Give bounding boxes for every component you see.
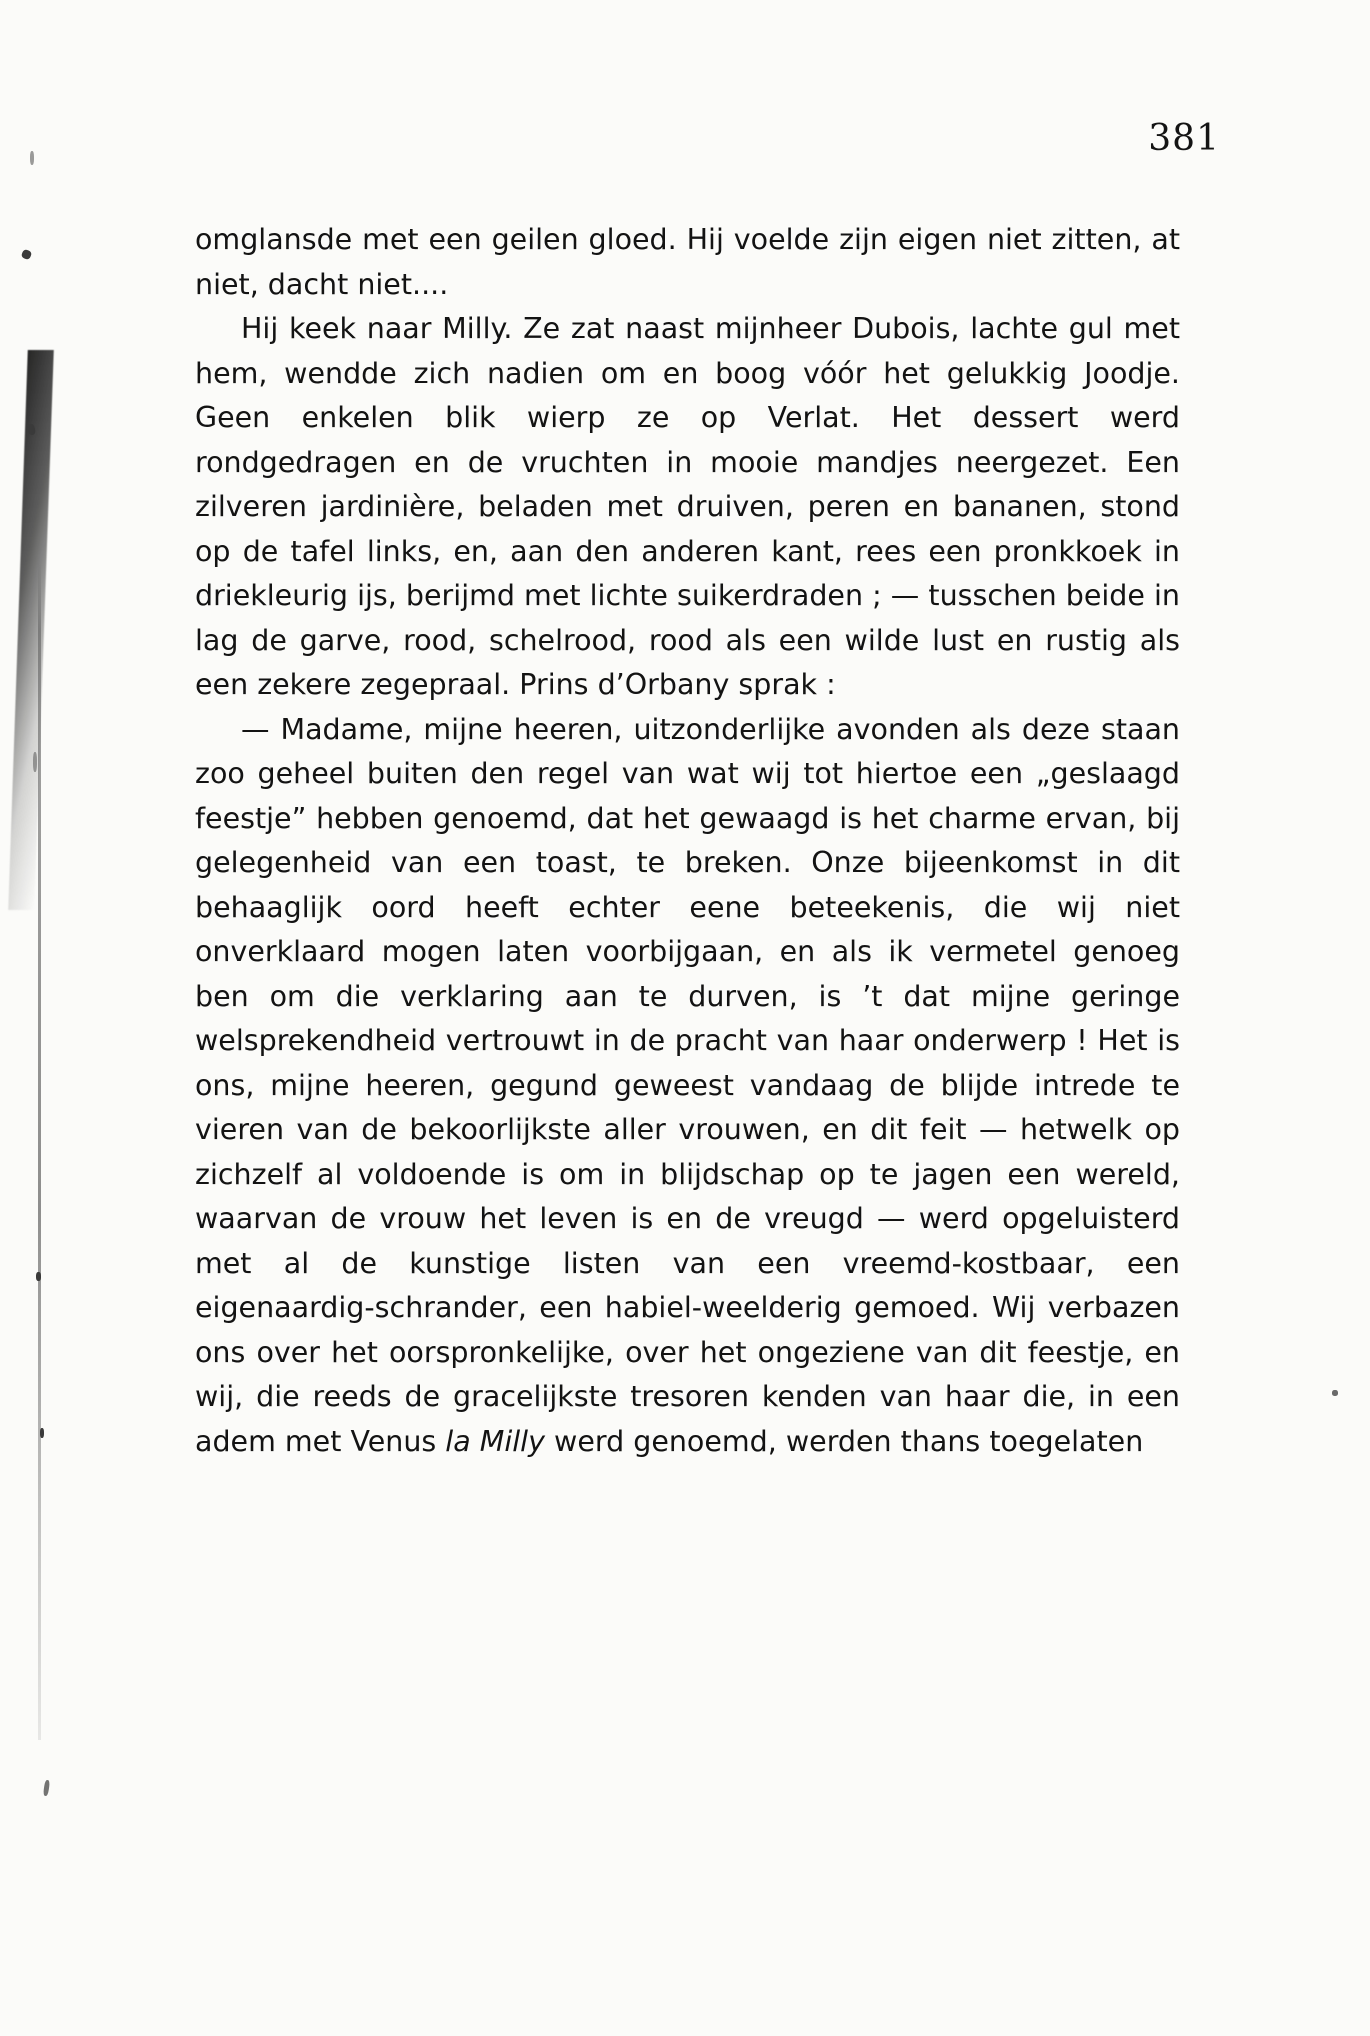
paragraph-text-tail: werd genoemd, werden thans toegelaten [544,1424,1144,1458]
scan-artifact-speck [40,1428,44,1438]
page-number: 381 [1148,118,1220,159]
scan-artifact-speck [1332,1390,1338,1396]
scan-artifact-speck [36,1272,41,1281]
scan-artifact-speck [21,249,33,261]
italic-phrase: la Milly [445,1424,545,1458]
body-text-column [195,218,1180,1464]
paragraph: Hij keek naar Milly. Ze zat naast mijnheer Dubois, lachte gul met hem, wendde zich nadien om en boog vóór het gelukkig Joodje. Geen enkelen blik wierp ze op Verlat. Het dessert werd rondgedragen en de vruchten in mooie mandjes neergezet. Een zilveren jardinière, beladen met druiven, peren en bananen, stond op de tafel links, en, aan den anderen kant, rees een pronkkoek in driekleurig ijs, berijmd met lichte suikerdraden ; — tusschen beide in lag de garve, rood, schelrood, rood als een wilde lust en rustig als een zekere zegepraal. Prins d’Orbany sprak : [195,312,1180,701]
scan-artifact-gutter-line [38,560,41,1740]
paragraph [195,708,1180,1465]
scan-artifact-speck [33,752,37,772]
paragraph: omglansde met een geilen gloed. Hij voelde zijn eigen niet zitten, at niet, dacht niet.... [195,223,1180,301]
scan-artifact-speck [43,1780,50,1797]
paragraph-text: — Madame, mijne heeren, uitzonderlijke avonden als deze staan zoo geheel buiten den regel van wat wij tot hiertoe een „geslaagd feestje” hebben genoemd, dat het gewaagd is het charme ervan, bij gelegenheid van een toast, te breken. Onze bijeenkomst in dit behaaglijk oord heeft echter eene beteekenis, die wij niet onverklaard mogen laten voorbijgaan, en als ik vermetel genoeg ben om die verklaring aan te durven, is ’t dat mijne geringe welsprekendheid vertrouwt in de pracht van haar onderwerp ! Het is ons, mijne heeren, gegund geweest vandaag de blijde intrede te vieren van de bekoorlijkste aller vrouwen, en dit feit — hetwelk op zichzelf al voldoende is om in blijdschap op te jagen een wereld, waarvan de vrouw het leven is en de vreugd — werd opgeluisterd met al de kunstige listen van een vreemd-kostbaar, een eigenaardig-schrander, een habiel-weelderig gemoed. Wij verbazen ons over het oorspronkelijke, over het ongeziene van dit feestje, en wij, die reeds de gracelijkste tresoren kenden van haar die, in een adem met Venus [195,712,1180,1458]
scan-artifact-speck [30,151,34,165]
